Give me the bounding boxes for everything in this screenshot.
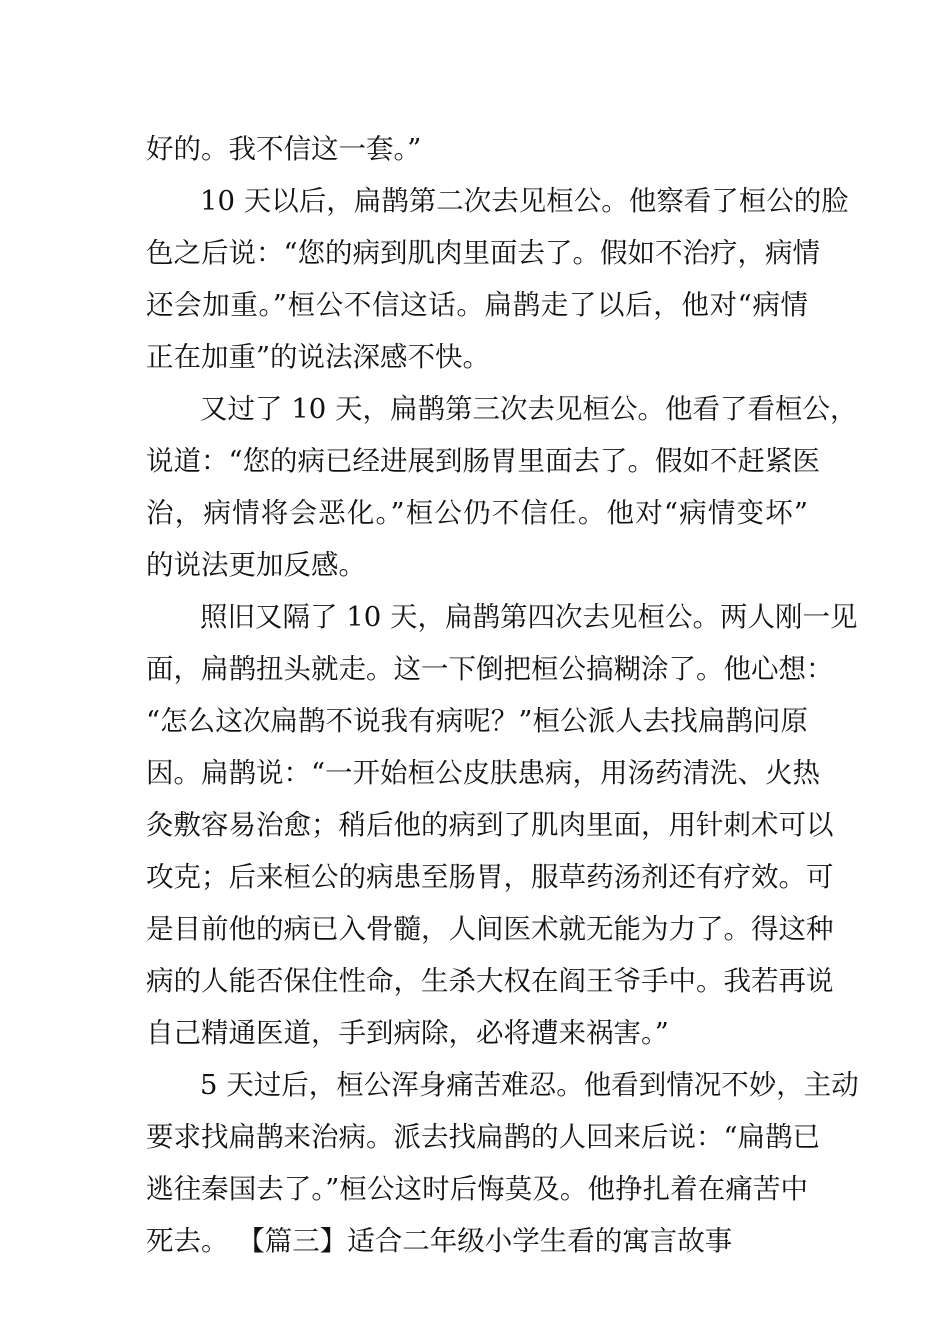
paragraph-start-line: 又过了 10 天，扁鹊第三次去见桓公。他看了看桓公，: [200, 393, 858, 425]
text-line: 因。扁鹊说：“一开始桓公皮肤患病，用汤药清洗、火热: [146, 757, 821, 789]
paragraph-start-line: 10 天以后，扁鹊第二次去见桓公。他察看了桓公的脸: [200, 185, 849, 217]
text-line: 还会加重。”桓公不信这话。扁鹊走了以后，他对“病情: [146, 289, 808, 321]
text-line: “怎么这次扁鹊不说我有病呢？”桓公派人去找扁鹊问原: [146, 705, 808, 737]
text-line: 要求找扁鹊来治病。派去找扁鹊的人回来后说：“扁鹊已: [146, 1121, 821, 1153]
text-line: 说道：“您的病已经进展到肠胃里面去了。假如不赶紧医: [146, 445, 821, 477]
text-line: 面，扁鹊扭头就走。这一下倒把桓公搞糊涂了。他心想：: [146, 653, 834, 685]
text-line: 是目前他的病已入骨髓，人间医术就无能为力了。得这种: [146, 913, 834, 945]
text-line: 好的。我不信这一套。”: [146, 133, 422, 165]
paragraph-start-line: 5 天过后，桓公浑身痛苦难忍。他看到情况不妙，主动: [200, 1069, 859, 1101]
text-line: 正在加重”的说法深感不快。: [146, 341, 491, 373]
text-line: 灸敷容易治愈；稍后他的病到了肌肉里面，用针刺术可以: [146, 809, 834, 841]
text-line: 自己精通医道，手到病除，必将遭来祸害。”: [146, 1017, 669, 1049]
story-text: [146, 123, 859, 1267]
text-line: 病的人能否保住性命，生杀大权在阎王爷手中。我若再说: [146, 965, 834, 997]
text-line: 攻克；后来桓公的病患至肠胃，服草药汤剂还有疗效。可: [146, 861, 834, 893]
paragraph-start-line: 照旧又隔了 10 天，扁鹊第四次去见桓公。两人刚一见: [200, 601, 858, 633]
text-line: 的说法更加反感。: [146, 549, 366, 581]
text-line: 治，病情将会恶化。”桓公仍不信任。他对“病情变坏”: [146, 497, 808, 529]
text-line: 逃往秦国去了。”桓公这时后悔莫及。他挣扎着在痛苦中: [146, 1173, 808, 1205]
text-line-with-section-heading: 死去。 【篇三】适合二年级小学生看的寓言故事: [146, 1225, 733, 1257]
text-line: 色之后说：“您的病到肌肉里面去了。假如不治疗，病情: [146, 237, 821, 269]
